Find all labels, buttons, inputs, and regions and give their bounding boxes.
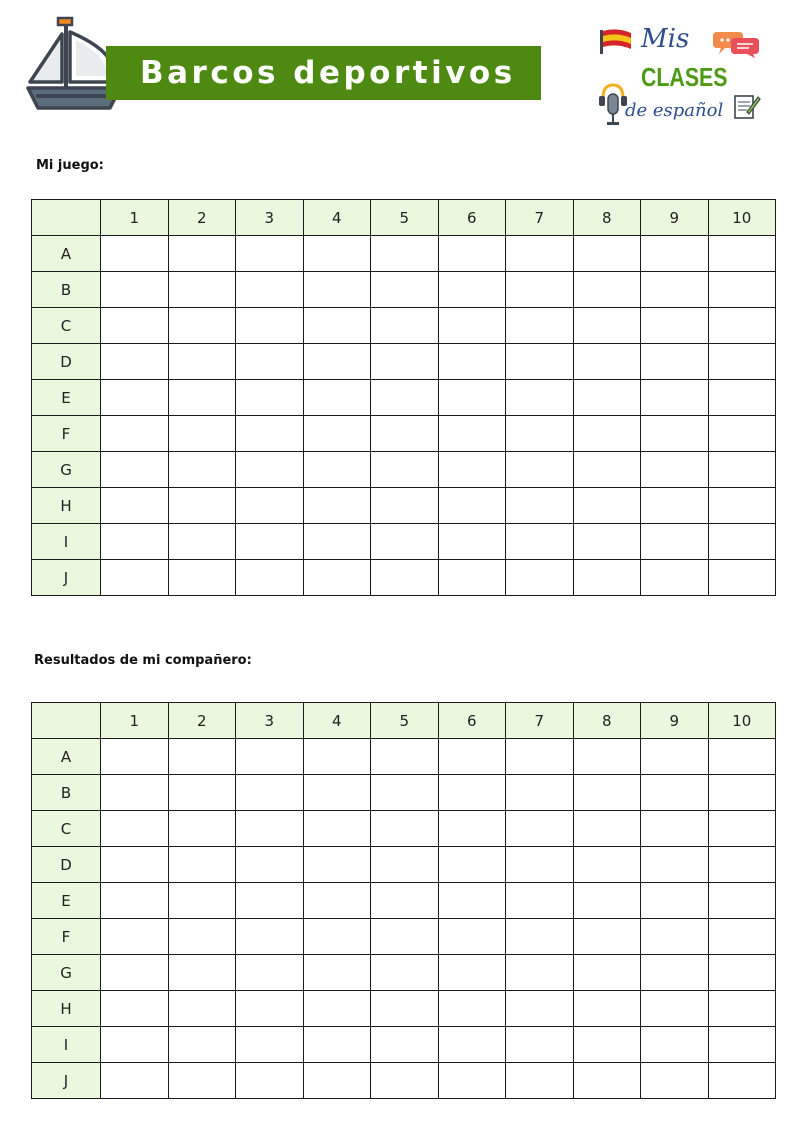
row-header: F [32,919,101,955]
notepad-pencil-icon [733,92,761,120]
row-header: E [32,380,101,416]
grid-cell[interactable] [168,739,236,775]
grid-cell[interactable] [506,955,574,991]
grid-cell[interactable] [236,883,304,919]
grid-cell[interactable] [236,308,304,344]
grid-cell[interactable] [236,955,304,991]
battleship-grid-resultados [31,702,776,1099]
grid-cell[interactable] [101,955,169,991]
grid-cell[interactable] [506,416,574,452]
grid-cell[interactable] [371,847,439,883]
grid-cell[interactable] [303,775,371,811]
grid-cell[interactable] [506,919,574,955]
grid-cell[interactable] [641,991,709,1027]
grid-cell[interactable] [708,955,776,991]
grid-cell[interactable] [236,991,304,1027]
grid-cell[interactable] [708,919,776,955]
grid-row [32,955,776,991]
grid-cell[interactable] [708,488,776,524]
grid-cell[interactable] [573,452,641,488]
grid-cell[interactable] [708,847,776,883]
row-header: D [32,847,101,883]
grid-row [32,488,776,524]
grid-row [32,236,776,272]
grid-cell[interactable] [506,452,574,488]
grid-cell[interactable] [168,560,236,596]
grid-cell[interactable] [236,919,304,955]
grid-cell[interactable] [168,847,236,883]
speech-bubbles-icon [713,28,761,58]
row-header: G [32,955,101,991]
grid-header-row [32,200,776,236]
grid-row [32,344,776,380]
grid-cell[interactable] [303,380,371,416]
grid-cell[interactable] [236,1027,304,1063]
grid-cell[interactable] [506,560,574,596]
grid-cell[interactable] [506,739,574,775]
grid-cell[interactable] [236,847,304,883]
grid-cell[interactable] [573,739,641,775]
grid-cell[interactable] [641,955,709,991]
grid-cell[interactable] [371,236,439,272]
grid-cell[interactable] [438,1063,506,1099]
grid-cell[interactable] [573,775,641,811]
grid-cell[interactable] [101,380,169,416]
grid-cell[interactable] [236,775,304,811]
grid-cell[interactable] [168,811,236,847]
grid-cell[interactable] [168,380,236,416]
grid-cell[interactable] [168,955,236,991]
grid-cell[interactable] [506,488,574,524]
grid-cell[interactable] [641,344,709,380]
grid-cell[interactable] [168,524,236,560]
grid-cell[interactable] [101,524,169,560]
grid-cell[interactable] [236,524,304,560]
grid-cell[interactable] [708,344,776,380]
grid-cell[interactable] [438,452,506,488]
grid-cell[interactable] [168,991,236,1027]
grid-cell[interactable] [573,955,641,991]
grid-cell[interactable] [506,344,574,380]
grid-cell[interactable] [303,811,371,847]
grid-cell[interactable] [438,344,506,380]
grid-cell[interactable] [438,488,506,524]
row-header: H [32,991,101,1027]
grid-cell[interactable] [371,739,439,775]
grid-cell[interactable] [101,739,169,775]
grid-cell[interactable] [506,272,574,308]
grid-cell[interactable] [101,308,169,344]
grid-cell[interactable] [641,416,709,452]
column-header: 7 [506,200,574,236]
grid-cell[interactable] [573,919,641,955]
grid-row [32,308,776,344]
grid-row [32,739,776,775]
grid-cell[interactable] [708,416,776,452]
grid-cell[interactable] [641,560,709,596]
grid-cell[interactable] [371,883,439,919]
column-header: 6 [438,200,506,236]
grid-cell[interactable] [573,272,641,308]
grid-cell[interactable] [371,380,439,416]
grid-cell[interactable] [236,811,304,847]
column-header: 10 [708,200,776,236]
grid-cell[interactable] [708,236,776,272]
corner-cell [32,703,101,739]
row-header: G [32,452,101,488]
grid-cell[interactable] [303,272,371,308]
grid-cell[interactable] [708,1063,776,1099]
grid-row [32,775,776,811]
column-header: 9 [641,703,709,739]
grid-cell[interactable] [371,560,439,596]
grid-cell[interactable] [168,272,236,308]
grid-cell[interactable] [303,488,371,524]
grid-cell[interactable] [438,955,506,991]
grid-cell[interactable] [303,991,371,1027]
grid-header-row [32,703,776,739]
column-header: 1 [101,200,169,236]
grid-cell[interactable] [303,344,371,380]
grid-cell[interactable] [101,1027,169,1063]
row-header: J [32,560,101,596]
grid-cell[interactable] [708,524,776,560]
grid-cell[interactable] [101,344,169,380]
grid-cell[interactable] [438,560,506,596]
grid-cell[interactable] [573,991,641,1027]
row-header: J [32,1063,101,1099]
grid-cell[interactable] [641,272,709,308]
grid-cell[interactable] [303,955,371,991]
grid-cell[interactable] [641,883,709,919]
section-label-resultados: Resultados de mi compañero: [34,653,252,668]
column-header: 1 [101,703,169,739]
grid-cell[interactable] [573,883,641,919]
column-header: 9 [641,200,709,236]
grid-cell[interactable] [101,811,169,847]
grid-cell[interactable] [101,1063,169,1099]
grid-cell[interactable] [371,524,439,560]
grid-cell[interactable] [101,775,169,811]
grid-cell[interactable] [506,236,574,272]
grid-cell[interactable] [236,272,304,308]
grid-cell[interactable] [168,236,236,272]
grid-cell[interactable] [641,308,709,344]
grid-cell[interactable] [236,560,304,596]
grid-cell[interactable] [438,416,506,452]
grid-cell[interactable] [236,488,304,524]
grid-cell[interactable] [303,739,371,775]
column-header: 6 [438,703,506,739]
grid-cell[interactable] [371,272,439,308]
grid-cell[interactable] [573,524,641,560]
grid-cell[interactable] [371,308,439,344]
logo-line-espanol: de español [625,100,724,121]
grid-cell[interactable] [303,1063,371,1099]
grid-cell[interactable] [573,560,641,596]
grid-cell[interactable] [236,236,304,272]
grid-cell[interactable] [168,919,236,955]
grid-cell[interactable] [101,560,169,596]
column-header: 7 [506,703,574,739]
grid-row [32,524,776,560]
grid-cell[interactable] [506,883,574,919]
logo-line-clases: CLASES [641,62,728,92]
column-header: 8 [573,200,641,236]
grid-cell[interactable] [573,236,641,272]
row-header: D [32,344,101,380]
row-header: B [32,775,101,811]
grid-cell[interactable] [371,1063,439,1099]
grid-cell[interactable] [303,524,371,560]
grid-cell[interactable] [371,775,439,811]
column-header: 4 [303,200,371,236]
grid-cell[interactable] [101,919,169,955]
grid-cell[interactable] [573,1027,641,1063]
grid-cell[interactable] [236,344,304,380]
row-header: E [32,883,101,919]
grid-cell[interactable] [641,488,709,524]
grid-cell[interactable] [708,452,776,488]
battleship-grid-mi-juego [31,199,776,596]
grid-cell[interactable] [303,452,371,488]
grid-row [32,991,776,1027]
row-header: F [32,416,101,452]
grid-cell[interactable] [101,488,169,524]
grid-row [32,811,776,847]
grid-cell[interactable] [168,416,236,452]
grid-cell[interactable] [438,991,506,1027]
grid-cell[interactable] [303,236,371,272]
grid-cell[interactable] [101,991,169,1027]
grid-cell[interactable] [168,775,236,811]
grid-cell[interactable] [236,416,304,452]
grid-cell[interactable] [101,883,169,919]
grid-cell[interactable] [438,739,506,775]
grid-cell[interactable] [506,1063,574,1099]
row-header: C [32,811,101,847]
grid-cell[interactable] [641,524,709,560]
column-header: 8 [573,703,641,739]
grid-cell[interactable] [641,380,709,416]
grid-cell[interactable] [573,847,641,883]
grid-cell[interactable] [506,380,574,416]
grid-cell[interactable] [641,1063,709,1099]
grid-cell[interactable] [438,847,506,883]
grid-cell[interactable] [506,991,574,1027]
grid-cell[interactable] [708,1027,776,1063]
grid-cell[interactable] [101,847,169,883]
grid-cell[interactable] [573,380,641,416]
grid-cell[interactable] [438,308,506,344]
grid-cell[interactable] [438,236,506,272]
grid-cell[interactable] [371,488,439,524]
grid-cell[interactable] [236,452,304,488]
grid-cell[interactable] [371,452,439,488]
grid-cell[interactable] [573,344,641,380]
grid-cell[interactable] [641,739,709,775]
grid-cell[interactable] [506,811,574,847]
grid-cell[interactable] [101,452,169,488]
grid-cell[interactable] [708,272,776,308]
grid-row [32,560,776,596]
page-title: Barcos deportivos [140,55,516,91]
section-label-mi-juego: Mi juego: [36,158,104,173]
grid-cell[interactable] [168,1027,236,1063]
column-header: 2 [168,200,236,236]
row-header: C [32,308,101,344]
grid-cell[interactable] [371,955,439,991]
grid-cell[interactable] [708,739,776,775]
grid-cell[interactable] [371,919,439,955]
grid-row [32,847,776,883]
row-header: A [32,739,101,775]
column-header: 3 [236,703,304,739]
grid-row [32,919,776,955]
grid-cell[interactable] [641,811,709,847]
grid-cell[interactable] [303,919,371,955]
grid-cell[interactable] [573,1063,641,1099]
grid-cell[interactable] [168,1063,236,1099]
grid-cell[interactable] [573,488,641,524]
grid-cell[interactable] [506,1027,574,1063]
grid-cell[interactable] [573,416,641,452]
grid-cell[interactable] [641,1027,709,1063]
grid-cell[interactable] [641,775,709,811]
grid-row [32,452,776,488]
grid-cell[interactable] [641,919,709,955]
grid-cell[interactable] [371,991,439,1027]
grid-cell[interactable] [438,811,506,847]
row-header: B [32,272,101,308]
grid-cell[interactable] [371,416,439,452]
grid-cell[interactable] [573,811,641,847]
microphone-headphones-icon [599,82,627,128]
grid-cell[interactable] [438,775,506,811]
column-header: 5 [371,703,439,739]
grid-cell[interactable] [236,380,304,416]
grid-cell[interactable] [168,308,236,344]
row-header: A [32,236,101,272]
grid-cell[interactable] [101,272,169,308]
grid-cell[interactable] [236,739,304,775]
grid-cell[interactable] [641,847,709,883]
corner-cell [32,200,101,236]
grid-cell[interactable] [438,380,506,416]
grid-cell[interactable] [236,1063,304,1099]
grid-cell[interactable] [708,883,776,919]
grid-cell[interactable] [708,560,776,596]
grid-cell[interactable] [303,560,371,596]
grid-cell[interactable] [708,380,776,416]
grid-cell[interactable] [708,775,776,811]
column-header: 2 [168,703,236,739]
grid-cell[interactable] [303,1027,371,1063]
grid-cell[interactable] [438,524,506,560]
grid-cell[interactable] [506,847,574,883]
grid-cell[interactable] [438,883,506,919]
grid-cell[interactable] [506,775,574,811]
grid-cell[interactable] [506,524,574,560]
grid-cell[interactable] [168,488,236,524]
column-header: 4 [303,703,371,739]
grid-cell[interactable] [168,452,236,488]
mis-clases-logo [595,22,765,140]
row-header: I [32,1027,101,1063]
spain-flag-icon [599,28,633,56]
grid-row [32,1027,776,1063]
grid-cell[interactable] [168,344,236,380]
grid-cell[interactable] [708,811,776,847]
column-header: 5 [371,200,439,236]
grid-cell[interactable] [506,308,574,344]
grid-row [32,883,776,919]
grid-cell[interactable] [101,416,169,452]
column-header: 10 [708,703,776,739]
grid-cell[interactable] [708,991,776,1027]
grid-row [32,416,776,452]
grid-cell[interactable] [438,1027,506,1063]
grid-cell[interactable] [303,883,371,919]
grid-cell[interactable] [438,272,506,308]
grid-cell[interactable] [708,308,776,344]
grid-cell[interactable] [641,452,709,488]
grid-row [32,380,776,416]
grid-cell[interactable] [101,236,169,272]
grid-cell[interactable] [371,1027,439,1063]
column-header: 3 [236,200,304,236]
grid-cell[interactable] [303,847,371,883]
grid-row [32,272,776,308]
title-banner [106,46,541,100]
grid-cell[interactable] [573,308,641,344]
logo-line-mis: Mis [641,24,690,54]
row-header: I [32,524,101,560]
grid-cell[interactable] [641,236,709,272]
grid-cell[interactable] [438,919,506,955]
grid-cell[interactable] [371,344,439,380]
grid-cell[interactable] [303,416,371,452]
row-header: H [32,488,101,524]
grid-cell[interactable] [303,308,371,344]
grid-cell[interactable] [168,883,236,919]
grid-row [32,1063,776,1099]
grid-cell[interactable] [371,811,439,847]
